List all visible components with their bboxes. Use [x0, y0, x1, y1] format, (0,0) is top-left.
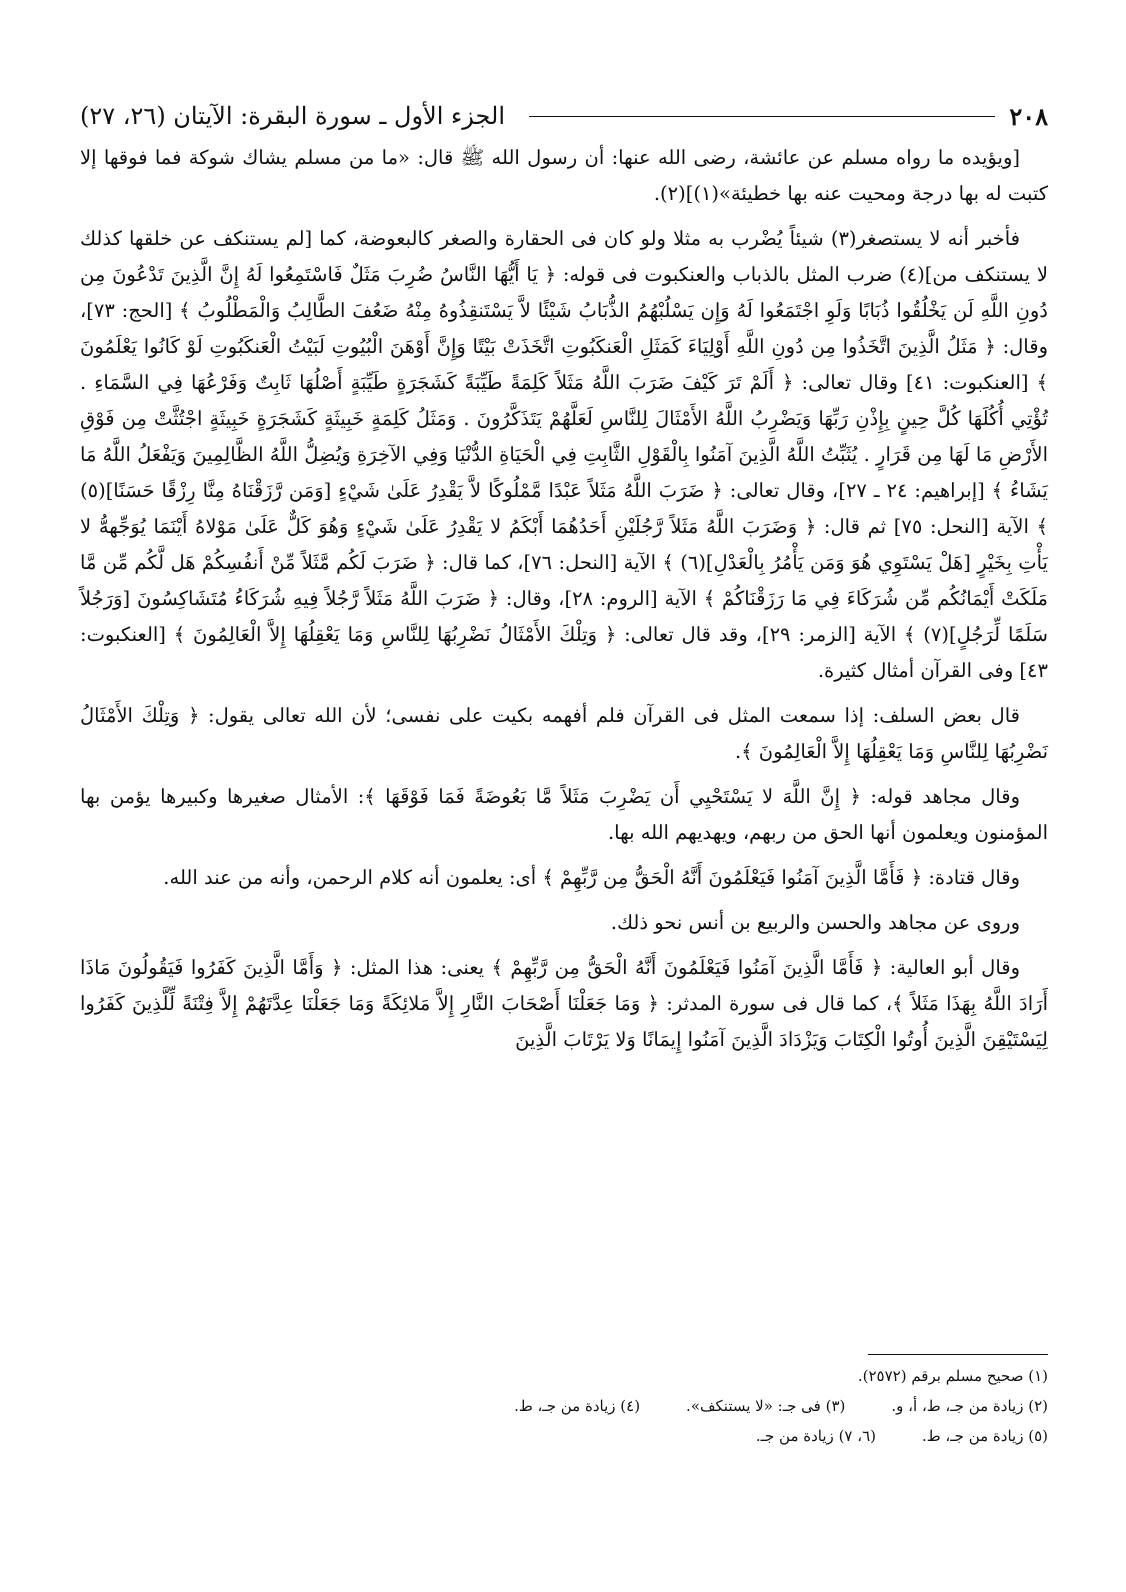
footnote-5: (٥) زيادة من جـ، ط. — [922, 1427, 1048, 1445]
page-header — [80, 96, 1048, 136]
footnote-line-3 — [80, 1421, 1048, 1451]
footnote-rule — [868, 1354, 1048, 1355]
footnote-line-1 — [80, 1361, 1048, 1391]
paragraph-3: قال بعض السلف: إذا سمعت المثل فى القرآن فلم أفهمه بكيت على نفسى؛ لأن الله تعالى يقول: ﴿ وَتِلْكَ الأَمْثَالُ نَضْرِبُهَا لِلنَّاسِ وَمَا يَعْقِلُهَا إِلاَّ الْعَالِمُونَ ﴾. — [80, 704, 1048, 763]
running-title: الجزء الأول ـ سورة البقرة: الآيتان (٢٦، ٢٧) — [80, 102, 506, 130]
footnote-4: (٤) زيادة من جـ، ط. — [514, 1397, 641, 1415]
page-number: ٢٠٨ — [1009, 101, 1048, 131]
paragraph-2: فأخبر أنه لا يستصغر(٣) شيئاً يُضْرب به مثلا ولو كان فى الحقارة والصغر كالبعوضة، كما [لم يستنكف عن خلقها كذلك لا يستنكف من](٤) ضرب المثل بالذباب والعنكبوت فى قوله: ﴿ يَا أَيُّهَا النَّاسُ ضُرِبَ مَثَلٌ فَاسْتَمِعُوا لَهُ إِنَّ الَّذِينَ تَدْعُونَ مِن دُونِ اللَّهِ لَن يَخْلُقُوا ذُبَابًا وَلَوِ اجْتَمَعُوا لَهُ وَإِن يَسْلُبْهُمُ الذُّبَابُ شَيْئًا لاَّ يَسْتَنقِذُوهُ مِنْهُ ضَعُفَ الطَّالِبُ وَالْمَطْلُوبُ ﴾ [الحج: ٧٣]، وقال: ﴿ مَثَلُ الَّذِينَ اتَّخَذُوا مِن دُونِ اللَّهِ أَوْلِيَاءَ كَمَثَلِ الْعَنكَبُوتِ اتَّخَذَتْ بَيْتًا وَإِنَّ أَوْهَنَ الْبُيُوتِ لَبَيْتُ الْعَنكَبُوتِ لَوْ كَانُوا يَعْلَمُونَ ﴾ [العنكبوت: ٤١] وقال تعالى: ﴿ أَلَمْ تَرَ كَيْفَ ضَرَبَ اللَّهُ مَثَلاً كَلِمَةً طَيِّبَةً كَشَجَرَةٍ طَيِّبَةٍ أَصْلُهَا ثَابِتٌ وَفَرْعُهَا فِي السَّمَاءِ . تُؤْتِي أُكُلَهَا كُلَّ حِينٍ بِإِذْنِ رَبِّهَا وَيَضْرِبُ اللَّهُ الأَمْثَالَ لِلنَّاسِ لَعَلَّهُمْ يَتَذَكَّرُونَ . وَمَثَلُ كَلِمَةٍ خَبِيثَةٍ كَشَجَرَةٍ خَبِيثَةٍ اجْتُثَّتْ مِن فَوْقِ الأَرْضِ مَا لَهَا مِن قَرَارٍ . يُثَبِّتُ اللَّهُ الَّذِينَ آمَنُوا بِالْقَوْلِ الثَّابِتِ فِي الْحَيَاةِ الدُّنْيَا وَفِي الآخِرَةِ وَيُضِلُّ اللَّهُ الظَّالِمِينَ وَيَفْعَلُ اللَّهُ مَا يَشَاءُ ﴾ [إبراهيم: ٢٤ ـ ٢٧]، وقال تعالى: ﴿ ضَرَبَ اللَّهُ مَثَلاً عَبْدًا مَّمْلُوكًا لاَّ يَقْدِرُ عَلَىٰ شَيْءٍ [وَمَن رَّزَقْنَاهُ مِنَّا رِزْقًا حَسَنًا](٥) ﴾ الآية [النحل: ٧٥] ثم قال: ﴿ وَضَرَبَ اللَّهُ مَثَلاً رَّجُلَيْنِ أَحَدُهُمَا أَبْكَمُ لا يَقْدِرُ عَلَىٰ شَيْءٍ وَهُوَ كَلٌّ عَلَىٰ مَوْلاهُ أَيْنَمَا يُوَجِّههُّ لا يَأْتِ بِخَيْرٍ [هَلْ يَسْتَوِي هُوَ وَمَن يَأْمُرُ بِالْعَدْلِ](٦) ﴾ الآية [النحل: ٧٦]، كما قال: ﴿ ضَرَبَ لَكُم مَّثَلاً مِّنْ أَنفُسِكُمْ هَل لَّكُم مِّن مَّا مَلَكَتْ أَيْمَانُكُم مِّن شُرَكَاءَ فِي مَا رَزَقْنَاكُمْ ﴾ الآية [الروم: ٢٨]، وقال: ﴿ ضَرَبَ اللَّهُ مَثَلاً رَّجُلاً فِيهِ شُرَكَاءُ مُتَشَاكِسُونَ [وَرَجُلاً سَلَمًا لِّرَجُلٍ](٧) ﴾ الآية [الزمر: ٢٩]، وقد قال تعالى: ﴿ وَتِلْكَ الأَمْثَالُ نَضْرِبُهَا لِلنَّاسِ وَمَا يَعْقِلُهَا إِلاَّ الْعَالِمُونَ ﴾ [العنكبوت: ٤٣] وفى القرآن أمثال كثيرة. — [80, 227, 1049, 682]
paragraph-4: وقال مجاهد قوله: ﴿ إِنَّ اللَّهَ لا يَسْتَحْيِي أَن يَضْرِبَ مَثَلاً مَّا بَعُوضَةً فَمَا فَوْقَهَا ﴾: الأمثال صغيرها وكبيرها يؤمن بها المؤمنون ويعلمون أنها الحق من ربهم، ويهديهم الله بها. — [80, 785, 1048, 844]
paragraph-7: وقال أبو العالية: ﴿ فَأَمَّا الَّذِينَ آمَنُوا فَيَعْلَمُونَ أَنَّهُ الْحَقُّ مِن رَّبِّهِمْ ﴾ يعنى: هذا المثل: ﴿ وَأَمَّا الَّذِينَ كَفَرُوا فَيَقُولُونَ مَاذَا أَرَادَ اللَّهُ بِهَذَا مَثَلاً ﴾، كما قال فى سورة المدثر: ﴿ وَمَا جَعَلْنَا أَصْحَابَ النَّارِ إِلاَّ مَلائِكَةً وَمَا جَعَلْنَا عِدَّتَهُمْ إِلاَّ فِتْنَةً لِّلَّذِينَ كَفَرُوا لِيَسْتَيْقِنَ الَّذِينَ أُوتُوا الْكِتَابَ وَيَزْدَادَ الَّذِينَ آمَنُوا إِيمَانًا وَلا يَرْتَابَ الَّذِينَ — [80, 956, 1048, 1051]
paragraph-6: وروى عن مجاهد والحسن والربيع بن أنس نحو ذلك. — [610, 911, 1020, 934]
footnote-line-2 — [80, 1391, 1048, 1421]
page-body — [80, 140, 1048, 1058]
footnotes — [80, 1354, 1048, 1451]
footnote-1: (١) صحيح مسلم برقم (٢٥٧٢). — [857, 1367, 1048, 1385]
footnote-2: (٢) زيادة من جـ، ط، أ، و. — [891, 1397, 1048, 1415]
footnote-6-7: (٦، ٧) زيادة من جـ. — [755, 1427, 877, 1445]
paragraph-1: [ويؤيده ما رواه مسلم عن عائشة، رضى الله عنها: أن رسول الله ﷺ قال: «ما من مسلم يشاك شوكة فما فوقها إلا كتبت له بها درجة ومحيت عنه بها خطيئة»(١)](٢). — [80, 146, 1048, 205]
footnote-3: (٣) فى جـ: «لا يستنكف». — [686, 1397, 846, 1415]
header-rule — [529, 116, 995, 117]
paragraph-5: وقال قتادة: ﴿ فَأَمَّا الَّذِينَ آمَنُوا فَيَعْلَمُونَ أَنَّهُ الْحَقُّ مِن رَّبِّهِمْ ﴾ أى: يعلمون أنه كلام الرحمن، وأنه من عند الله. — [163, 866, 1020, 889]
